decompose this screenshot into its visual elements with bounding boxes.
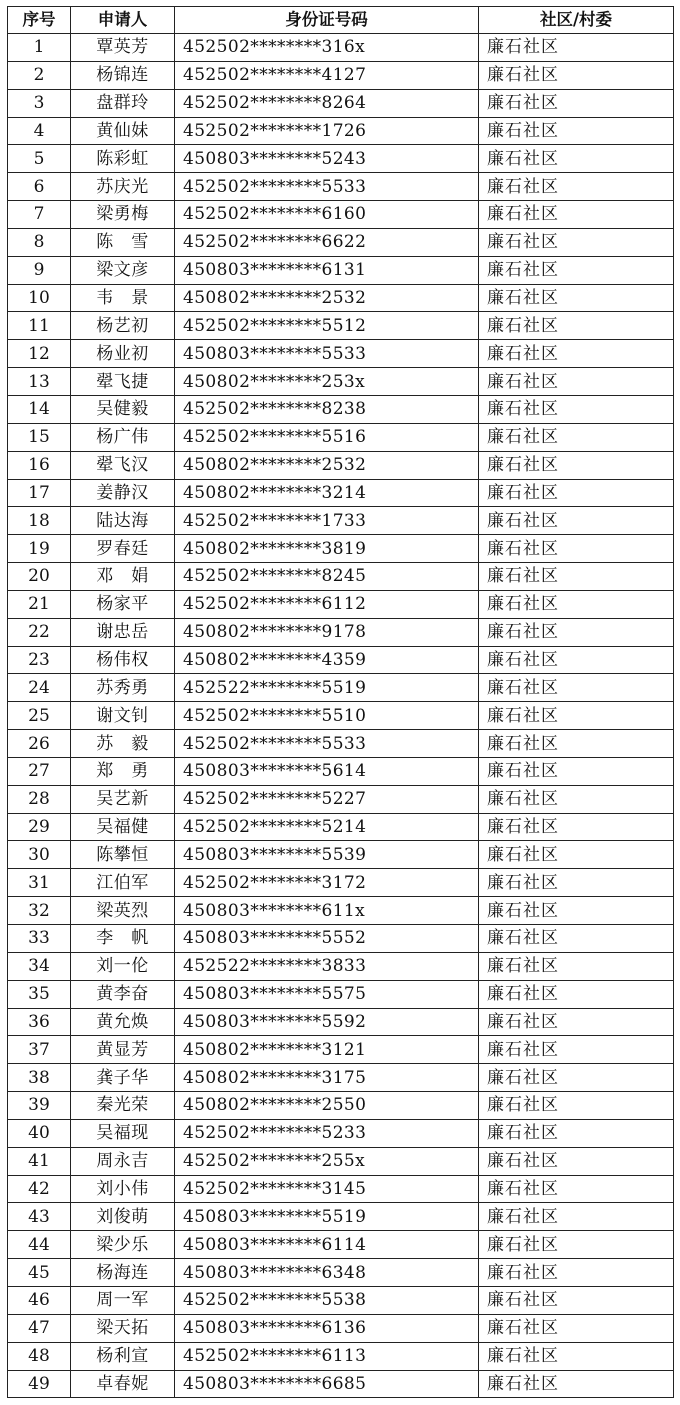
cell-seq: 11 — [8, 312, 71, 340]
cell-seq: 41 — [8, 1147, 71, 1175]
cell-community: 廉石社区 — [479, 1314, 674, 1342]
cell-applicant: 杨海连 — [71, 1259, 175, 1287]
cell-id-number: 452502********5233 — [175, 1119, 479, 1147]
cell-seq: 1 — [8, 34, 71, 62]
table-row — [8, 563, 674, 591]
table-row — [8, 925, 674, 953]
cell-seq: 43 — [8, 1203, 71, 1231]
cell-applicant: 翚飞捷 — [71, 368, 175, 396]
cell-applicant: 杨锦连 — [71, 61, 175, 89]
cell-seq: 48 — [8, 1342, 71, 1370]
cell-applicant: 吴健毅 — [71, 395, 175, 423]
cell-id-number: 452502********6622 — [175, 228, 479, 256]
cell-id-number: 452502********1726 — [175, 117, 479, 145]
cell-seq: 6 — [8, 173, 71, 201]
cell-id-number: 450802********2532 — [175, 284, 479, 312]
cell-applicant: 杨伟权 — [71, 646, 175, 674]
table-row — [8, 1231, 674, 1259]
table-row — [8, 1259, 674, 1287]
table-row — [8, 1064, 674, 1092]
header-id-number: 身份证号码 — [175, 7, 479, 34]
cell-id-number: 452502********4127 — [175, 61, 479, 89]
cell-applicant: 刘俊萌 — [71, 1203, 175, 1231]
table-row — [8, 785, 674, 813]
table-row — [8, 284, 674, 312]
cell-applicant: 杨业初 — [71, 340, 175, 368]
cell-id-number: 452502********6112 — [175, 590, 479, 618]
cell-applicant: 陆达海 — [71, 507, 175, 535]
cell-id-number: 450803********6131 — [175, 256, 479, 284]
cell-applicant: 刘一伦 — [71, 952, 175, 980]
table-row — [8, 117, 674, 145]
cell-community: 廉石社区 — [479, 841, 674, 869]
cell-applicant: 周一军 — [71, 1286, 175, 1314]
cell-applicant: 梁英烈 — [71, 897, 175, 925]
table-row — [8, 869, 674, 897]
cell-community: 廉石社区 — [479, 1286, 674, 1314]
table-row — [8, 423, 674, 451]
header-community: 社区/村委 — [479, 7, 674, 34]
table-row — [8, 1286, 674, 1314]
table-row — [8, 1370, 674, 1398]
cell-applicant: 陈 雪 — [71, 228, 175, 256]
cell-community: 廉石社区 — [479, 1092, 674, 1120]
cell-id-number: 452502********8264 — [175, 89, 479, 117]
cell-id-number: 452502********5516 — [175, 423, 479, 451]
table-row — [8, 368, 674, 396]
table-row — [8, 312, 674, 340]
table-row — [8, 395, 674, 423]
table-row — [8, 61, 674, 89]
cell-id-number: 452502********5510 — [175, 702, 479, 730]
cell-applicant: 刘小伟 — [71, 1175, 175, 1203]
cell-community: 廉石社区 — [479, 1203, 674, 1231]
cell-id-number: 450802********3819 — [175, 535, 479, 563]
table-row — [8, 451, 674, 479]
cell-community: 廉石社区 — [479, 145, 674, 173]
applicant-table — [7, 6, 674, 1398]
table-row — [8, 256, 674, 284]
cell-seq: 7 — [8, 201, 71, 229]
table-row — [8, 674, 674, 702]
header-row — [8, 7, 674, 34]
cell-id-number: 452502********1733 — [175, 507, 479, 535]
table-row — [8, 1008, 674, 1036]
cell-community: 廉石社区 — [479, 757, 674, 785]
cell-seq: 26 — [8, 730, 71, 758]
cell-id-number: 450803********5243 — [175, 145, 479, 173]
cell-seq: 47 — [8, 1314, 71, 1342]
cell-seq: 30 — [8, 841, 71, 869]
cell-applicant: 翚飞汉 — [71, 451, 175, 479]
table-row — [8, 535, 674, 563]
cell-applicant: 龚子华 — [71, 1064, 175, 1092]
cell-community: 廉石社区 — [479, 284, 674, 312]
cell-seq: 28 — [8, 785, 71, 813]
table-row — [8, 1203, 674, 1231]
cell-seq: 12 — [8, 340, 71, 368]
cell-seq: 46 — [8, 1286, 71, 1314]
cell-seq: 2 — [8, 61, 71, 89]
table-row — [8, 1092, 674, 1120]
cell-community: 廉石社区 — [479, 618, 674, 646]
table-row — [8, 34, 674, 62]
cell-community: 廉石社区 — [479, 897, 674, 925]
cell-seq: 35 — [8, 980, 71, 1008]
cell-applicant: 梁文彦 — [71, 256, 175, 284]
cell-seq: 4 — [8, 117, 71, 145]
cell-id-number: 450803********5614 — [175, 757, 479, 785]
cell-community: 廉石社区 — [479, 1036, 674, 1064]
cell-community: 廉石社区 — [479, 563, 674, 591]
cell-applicant: 谢文钊 — [71, 702, 175, 730]
cell-id-number: 450803********6114 — [175, 1231, 479, 1259]
cell-id-number: 452502********3145 — [175, 1175, 479, 1203]
cell-community: 廉石社区 — [479, 451, 674, 479]
cell-applicant: 吴艺新 — [71, 785, 175, 813]
cell-seq: 16 — [8, 451, 71, 479]
cell-seq: 45 — [8, 1259, 71, 1287]
cell-seq: 3 — [8, 89, 71, 117]
cell-applicant: 吴福健 — [71, 813, 175, 841]
cell-seq: 34 — [8, 952, 71, 980]
table-row — [8, 145, 674, 173]
cell-id-number: 450803********5592 — [175, 1008, 479, 1036]
cell-community: 廉石社区 — [479, 89, 674, 117]
cell-applicant: 罗春廷 — [71, 535, 175, 563]
table-row — [8, 173, 674, 201]
cell-id-number: 450803********5552 — [175, 925, 479, 953]
table-row — [8, 89, 674, 117]
cell-id-number: 450802********3214 — [175, 479, 479, 507]
cell-community: 廉石社区 — [479, 61, 674, 89]
cell-community: 廉石社区 — [479, 395, 674, 423]
cell-applicant: 江伯军 — [71, 869, 175, 897]
cell-community: 廉石社区 — [479, 535, 674, 563]
cell-community: 廉石社区 — [479, 479, 674, 507]
table-row — [8, 980, 674, 1008]
cell-id-number: 452502********5214 — [175, 813, 479, 841]
cell-seq: 14 — [8, 395, 71, 423]
cell-community: 廉石社区 — [479, 423, 674, 451]
cell-id-number: 452522********5519 — [175, 674, 479, 702]
cell-community: 廉石社区 — [479, 1147, 674, 1175]
cell-applicant: 杨艺初 — [71, 312, 175, 340]
cell-community: 廉石社区 — [479, 312, 674, 340]
cell-community: 廉石社区 — [479, 590, 674, 618]
table-row — [8, 1036, 674, 1064]
cell-id-number: 450802********3175 — [175, 1064, 479, 1092]
table-row — [8, 618, 674, 646]
cell-seq: 31 — [8, 869, 71, 897]
cell-seq: 33 — [8, 925, 71, 953]
cell-id-number: 452502********8238 — [175, 395, 479, 423]
header-seq: 序号 — [8, 7, 71, 34]
cell-seq: 49 — [8, 1370, 71, 1398]
header-applicant: 申请人 — [71, 7, 175, 34]
cell-id-number: 450802********9178 — [175, 618, 479, 646]
cell-applicant: 苏 毅 — [71, 730, 175, 758]
cell-community: 廉石社区 — [479, 256, 674, 284]
cell-community: 廉石社区 — [479, 1175, 674, 1203]
table-row — [8, 1175, 674, 1203]
cell-applicant: 盘群玲 — [71, 89, 175, 117]
cell-id-number: 450802********253x — [175, 368, 479, 396]
cell-seq: 8 — [8, 228, 71, 256]
cell-applicant: 李 帆 — [71, 925, 175, 953]
cell-community: 廉石社区 — [479, 646, 674, 674]
cell-id-number: 452502********5533 — [175, 730, 479, 758]
cell-id-number: 450803********5575 — [175, 980, 479, 1008]
cell-applicant: 秦光荣 — [71, 1092, 175, 1120]
cell-seq: 25 — [8, 702, 71, 730]
table-row — [8, 1147, 674, 1175]
cell-seq: 40 — [8, 1119, 71, 1147]
cell-seq: 22 — [8, 618, 71, 646]
cell-community: 廉石社区 — [479, 702, 674, 730]
cell-id-number: 450803********6136 — [175, 1314, 479, 1342]
table-row — [8, 813, 674, 841]
cell-community: 廉石社区 — [479, 368, 674, 396]
cell-seq: 39 — [8, 1092, 71, 1120]
cell-applicant: 谢忠岳 — [71, 618, 175, 646]
cell-applicant: 杨广伟 — [71, 423, 175, 451]
cell-applicant: 郑 勇 — [71, 757, 175, 785]
cell-community: 廉石社区 — [479, 980, 674, 1008]
cell-applicant: 覃英芳 — [71, 34, 175, 62]
cell-community: 廉石社区 — [479, 925, 674, 953]
cell-seq: 17 — [8, 479, 71, 507]
cell-applicant: 黄仙妹 — [71, 117, 175, 145]
table-row — [8, 201, 674, 229]
cell-community: 廉石社区 — [479, 228, 674, 256]
cell-id-number: 452502********255x — [175, 1147, 479, 1175]
cell-applicant: 杨家平 — [71, 590, 175, 618]
cell-community: 廉石社区 — [479, 785, 674, 813]
table-row — [8, 1314, 674, 1342]
table-row — [8, 507, 674, 535]
cell-community: 廉石社区 — [479, 1119, 674, 1147]
cell-community: 廉石社区 — [479, 507, 674, 535]
cell-seq: 18 — [8, 507, 71, 535]
cell-seq: 24 — [8, 674, 71, 702]
cell-seq: 13 — [8, 368, 71, 396]
table-row — [8, 897, 674, 925]
cell-applicant: 姜静汉 — [71, 479, 175, 507]
cell-community: 廉石社区 — [479, 813, 674, 841]
cell-applicant: 陈彩虹 — [71, 145, 175, 173]
cell-community: 廉石社区 — [479, 117, 674, 145]
cell-community: 廉石社区 — [479, 1231, 674, 1259]
table-row — [8, 730, 674, 758]
cell-id-number: 452502********6160 — [175, 201, 479, 229]
cell-seq: 29 — [8, 813, 71, 841]
cell-community: 廉石社区 — [479, 201, 674, 229]
cell-applicant: 陈攀恒 — [71, 841, 175, 869]
cell-id-number: 450803********6685 — [175, 1370, 479, 1398]
cell-seq: 32 — [8, 897, 71, 925]
table-row — [8, 228, 674, 256]
cell-community: 廉石社区 — [479, 952, 674, 980]
cell-community: 廉石社区 — [479, 173, 674, 201]
cell-id-number: 452502********8245 — [175, 563, 479, 591]
cell-seq: 37 — [8, 1036, 71, 1064]
cell-seq: 27 — [8, 757, 71, 785]
cell-applicant: 杨利宣 — [71, 1342, 175, 1370]
table-row — [8, 479, 674, 507]
cell-community: 廉石社区 — [479, 1342, 674, 1370]
cell-applicant: 黄允焕 — [71, 1008, 175, 1036]
cell-seq: 44 — [8, 1231, 71, 1259]
cell-seq: 20 — [8, 563, 71, 591]
cell-id-number: 450803********5539 — [175, 841, 479, 869]
cell-id-number: 450802********2550 — [175, 1092, 479, 1120]
cell-id-number: 450803********5533 — [175, 340, 479, 368]
table-row — [8, 646, 674, 674]
cell-seq: 23 — [8, 646, 71, 674]
cell-seq: 21 — [8, 590, 71, 618]
cell-applicant: 梁天拓 — [71, 1314, 175, 1342]
table-row — [8, 590, 674, 618]
cell-applicant: 黄显芳 — [71, 1036, 175, 1064]
cell-community: 廉石社区 — [479, 730, 674, 758]
cell-applicant: 苏秀勇 — [71, 674, 175, 702]
cell-community: 廉石社区 — [479, 1259, 674, 1287]
table-row — [8, 702, 674, 730]
table-row — [8, 340, 674, 368]
cell-id-number: 450802********4359 — [175, 646, 479, 674]
cell-community: 廉石社区 — [479, 34, 674, 62]
cell-seq: 36 — [8, 1008, 71, 1036]
cell-id-number: 450803********5519 — [175, 1203, 479, 1231]
cell-id-number: 450802********2532 — [175, 451, 479, 479]
cell-applicant: 梁少乐 — [71, 1231, 175, 1259]
cell-id-number: 452502********6113 — [175, 1342, 479, 1370]
cell-seq: 42 — [8, 1175, 71, 1203]
cell-seq: 5 — [8, 145, 71, 173]
cell-id-number: 450803********611x — [175, 897, 479, 925]
cell-id-number: 452502********316x — [175, 34, 479, 62]
cell-community: 廉石社区 — [479, 674, 674, 702]
cell-id-number: 452502********5533 — [175, 173, 479, 201]
cell-id-number: 450803********6348 — [175, 1259, 479, 1287]
cell-id-number: 452502********5227 — [175, 785, 479, 813]
cell-applicant: 吴福现 — [71, 1119, 175, 1147]
cell-applicant: 周永吉 — [71, 1147, 175, 1175]
cell-community: 廉石社区 — [479, 340, 674, 368]
table-row — [8, 841, 674, 869]
cell-community: 廉石社区 — [479, 869, 674, 897]
cell-seq: 38 — [8, 1064, 71, 1092]
cell-seq: 15 — [8, 423, 71, 451]
cell-applicant: 邓 娟 — [71, 563, 175, 591]
cell-id-number: 452502********3172 — [175, 869, 479, 897]
cell-applicant: 苏庆光 — [71, 173, 175, 201]
cell-applicant: 卓春妮 — [71, 1370, 175, 1398]
table-row — [8, 952, 674, 980]
cell-seq: 19 — [8, 535, 71, 563]
cell-community: 廉石社区 — [479, 1008, 674, 1036]
cell-seq: 9 — [8, 256, 71, 284]
table-row — [8, 1342, 674, 1370]
cell-applicant: 韦 景 — [71, 284, 175, 312]
cell-id-number: 452502********5512 — [175, 312, 479, 340]
cell-community: 廉石社区 — [479, 1370, 674, 1398]
cell-seq: 10 — [8, 284, 71, 312]
cell-id-number: 450802********3121 — [175, 1036, 479, 1064]
table-row — [8, 1119, 674, 1147]
cell-id-number: 452502********5538 — [175, 1286, 479, 1314]
cell-community: 廉石社区 — [479, 1064, 674, 1092]
cell-id-number: 452522********3833 — [175, 952, 479, 980]
cell-applicant: 黄李奋 — [71, 980, 175, 1008]
cell-applicant: 梁勇梅 — [71, 201, 175, 229]
table-row — [8, 757, 674, 785]
